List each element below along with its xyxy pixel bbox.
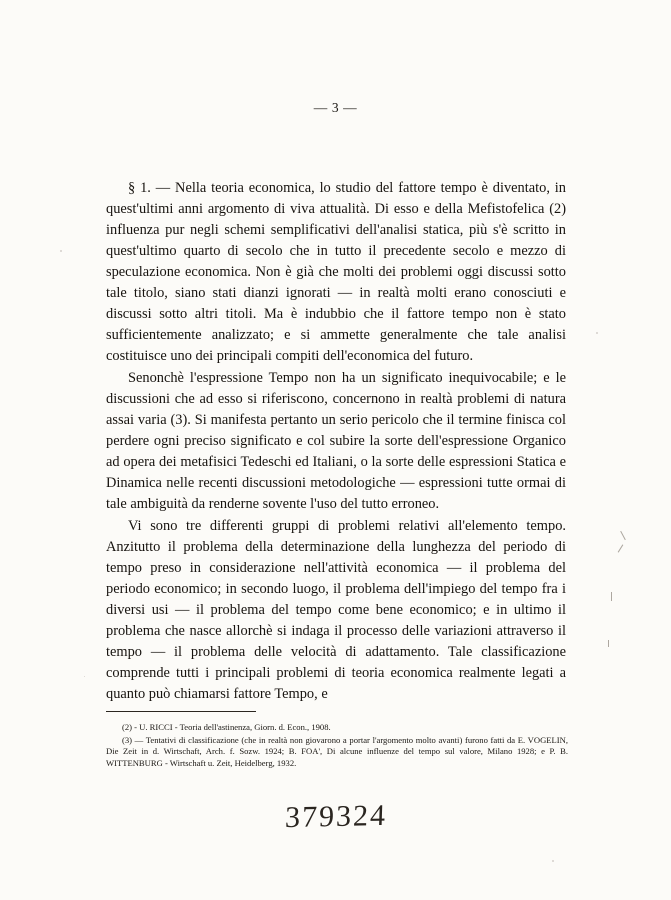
scan-speck — [60, 250, 62, 252]
scan-speck — [552, 860, 554, 862]
scan-speck — [84, 676, 85, 677]
footnote-2-text: (2) - U. RICCI - Teoria dell'astinenza, Giorn. d. Econ., 1908. — [122, 722, 331, 732]
paragraph-1-text: § 1. — Nella teoria economica, lo studio del fattore tempo è diventato, in quest'ultimi anni argomento di viva attualità. Di esso e della Mefistofelica (2) influenza pur negli schemi semplificativi dell'analisi statica, più s'è scritto in quest'ultimo quarto di secolo che in tutto il precedente secolo e mezzo di speculazione economica. Non è già che molti dei problemi oggi discussi sotto tale titolo, siano stati dianzi ignorati — in realtà molti erano conosciuti e discussi sotto altri titoli. Ma è indubbio che il fattore tempo non è stato sufficientemente analizzato; e si ammette generalmente che tale analisi costituisce uno dei principali compiti dell'economica del futuro. — [106, 180, 566, 364]
edge-mark — [611, 592, 612, 601]
paragraph-2 — [106, 368, 566, 515]
footnote-3 — [106, 735, 568, 769]
paragraph-3 — [106, 516, 566, 705]
paragraph-2-text: Senonchè l'espressione Tempo non ha un significato inequivocabile; e le discussioni che ad esso si riferiscono, concernono in realtà problemi di natura assai varia (3). Si manifesta pertanto un serio pericolo che il termine finisca col perdere ogni preciso significato e col subire la sorte dell'espressione Organico ad opera dei metafisici Tedeschi ed Italiani, o la sorte delle espressioni Statica e Dinamica nelle recenti discussioni metodologiche — espressioni tutte ormai di tale ambiguità da renderne sovente l'uso del tutto erroneo. — [106, 370, 566, 512]
edge-mark — [608, 640, 609, 647]
body-text — [106, 178, 566, 705]
scan-speck — [596, 332, 598, 334]
footnote-2 — [106, 722, 568, 733]
page-number: — 3 — — [313, 100, 358, 115]
paragraph-3-text: Vi sono tre differenti gruppi di problemi relativi all'elemento tempo. Anzitutto il problema della determinazione della lunghezza del periodo di tempo preso in considerazione nell'attività economica — il problema del periodo economico; in secondo luogo, il problema dell'impiego del tempo fra i diversi usi — il problema del tempo come bene economico; e in ultimo il problema che nasce allorchè si indaga il processo delle variazioni attraverso il tempo — il problema delle velocità di adattamento. Tale classificazione comprende tutti i principali problemi di teoria economica realmente legati a quanto può chiamarsi fattore Tempo, e — [106, 518, 566, 702]
footnote-3-text: (3) — Tentativi di classificazione (che in realtà non giovarono a portar l'argomento molto avanti) furono fatti da E. VOGELIN, Die Zeit in d. Wirtschaft, Arch. f. Sozw. 1924; B. FOA', Di alcune influenze del tempo sul valore, Milano 1928; e P. B. WITTENBURG - Wirtschaft u. Zeit, Heidelberg, 1932. — [106, 734, 568, 768]
paragraph-1 — [106, 178, 566, 367]
accession-number-text: 379324 — [284, 798, 388, 835]
footnote-separator-rule — [106, 711, 256, 712]
footnotes — [106, 722, 568, 771]
